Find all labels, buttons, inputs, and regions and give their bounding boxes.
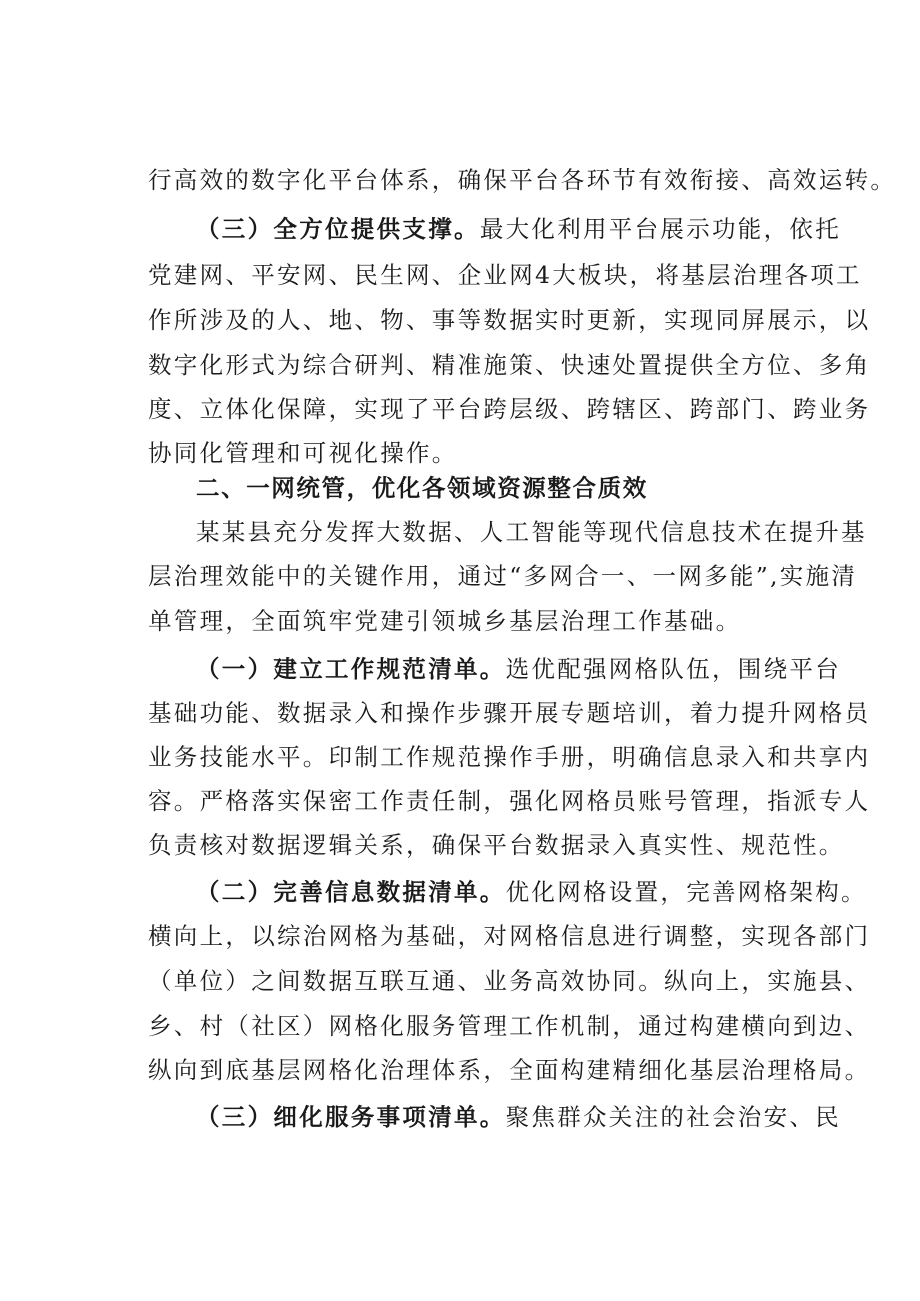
line-text: 层治理效能中的关键作用，通过“多网合一、一网多能”,实施清 (148, 562, 858, 590)
paragraph-line (148, 437, 828, 469)
subsection-line (196, 213, 842, 245)
line-text: 选优配强网格队伍，围绕平台 (505, 655, 842, 683)
line-text: 负责核对数据逻辑关系，确保平台数据录入真实性、规范性。 (148, 831, 845, 859)
line-text: 数字化形式为综合研判、精准施策、快速处置提供全方位、多角 (148, 351, 871, 379)
paragraph-line (148, 349, 871, 381)
line-text: 优化网格设置，完善网格架构。 (505, 878, 867, 906)
paragraph-line (196, 516, 867, 548)
paragraph-line (148, 829, 845, 861)
subsection-heading: （一）建立工作规范清单。 (196, 655, 506, 683)
paragraph-line (148, 965, 871, 997)
paragraph-line (148, 605, 828, 637)
line-text: 横向上，以综治网格为基础，对网格信息进行调整，实现各部门 (148, 922, 871, 950)
paragraph-line (148, 741, 871, 773)
line-text: 某某县充分发挥大数据、人工智能等现代信息技术在提升基 (196, 518, 867, 546)
subsection-heading: （三）细化服务事项清单。 (196, 1103, 506, 1131)
paragraph-line (148, 697, 871, 729)
line-text: 协同化管理和可视化操作。 (148, 439, 458, 467)
section-heading: 二、一网统管，优化各领域资源整合质效 (196, 474, 648, 502)
line-text: 度、立体化保障，实现了平台跨层级、跨辖区、跨部门、跨业务 (148, 395, 871, 423)
line-text: 基础功能、数据录入和操作步骤开展专题培训，着力提升网格员 (148, 699, 871, 727)
line-text: 单管理，全面筑牢党建引领城乡基层治理工作基础。 (148, 607, 742, 635)
paragraph-line (148, 1054, 871, 1086)
line-text: 纵向到底基层网格化治理体系，全面构建精细化基层治理格局。 (148, 1056, 871, 1084)
line-text: 容。严格落实保密工作责任制，强化网格员账号管理，指派专人 (148, 787, 871, 815)
subsection-line (196, 876, 867, 908)
line-text: 乡、村（社区）网格化服务管理工作机制，通过构建横向到边、 (148, 1012, 871, 1040)
paragraph-line (148, 393, 871, 425)
line-text: 最大化利用平台展示功能，依托 (479, 215, 842, 243)
subsection-heading: （三）全方位提供支撑。 (196, 215, 480, 243)
paragraph-line (148, 920, 871, 952)
line-text: 行高效的数字化平台体系，确保平台各环节有效衔接、高效运转。 (148, 166, 897, 194)
paragraph-line (148, 785, 871, 817)
subsection-heading: （二）完善信息数据清单。 (196, 878, 506, 906)
paragraph-line (148, 1010, 871, 1042)
subsection-line (196, 1101, 842, 1133)
paragraph-line (148, 304, 871, 336)
line-text: 业务技能水平。印制工作规范操作手册，明确信息录入和共享内 (148, 743, 871, 771)
line-text: 作所涉及的人、地、物、事等数据实时更新，实现同屏展示，以 (148, 306, 871, 334)
line-text: 聚焦群众关注的社会治安、民 (505, 1103, 842, 1131)
subsection-line (196, 653, 842, 685)
paragraph-line (148, 164, 897, 196)
paragraph-line (148, 560, 858, 592)
line-text: 党建网、平安网、民生网、企业网4大板块，将基层治理各项工 (148, 261, 862, 289)
line-text: （单位）之间数据互联互通、业务高效协同。纵向上，实施县、 (148, 967, 871, 995)
paragraph-line (148, 259, 862, 291)
